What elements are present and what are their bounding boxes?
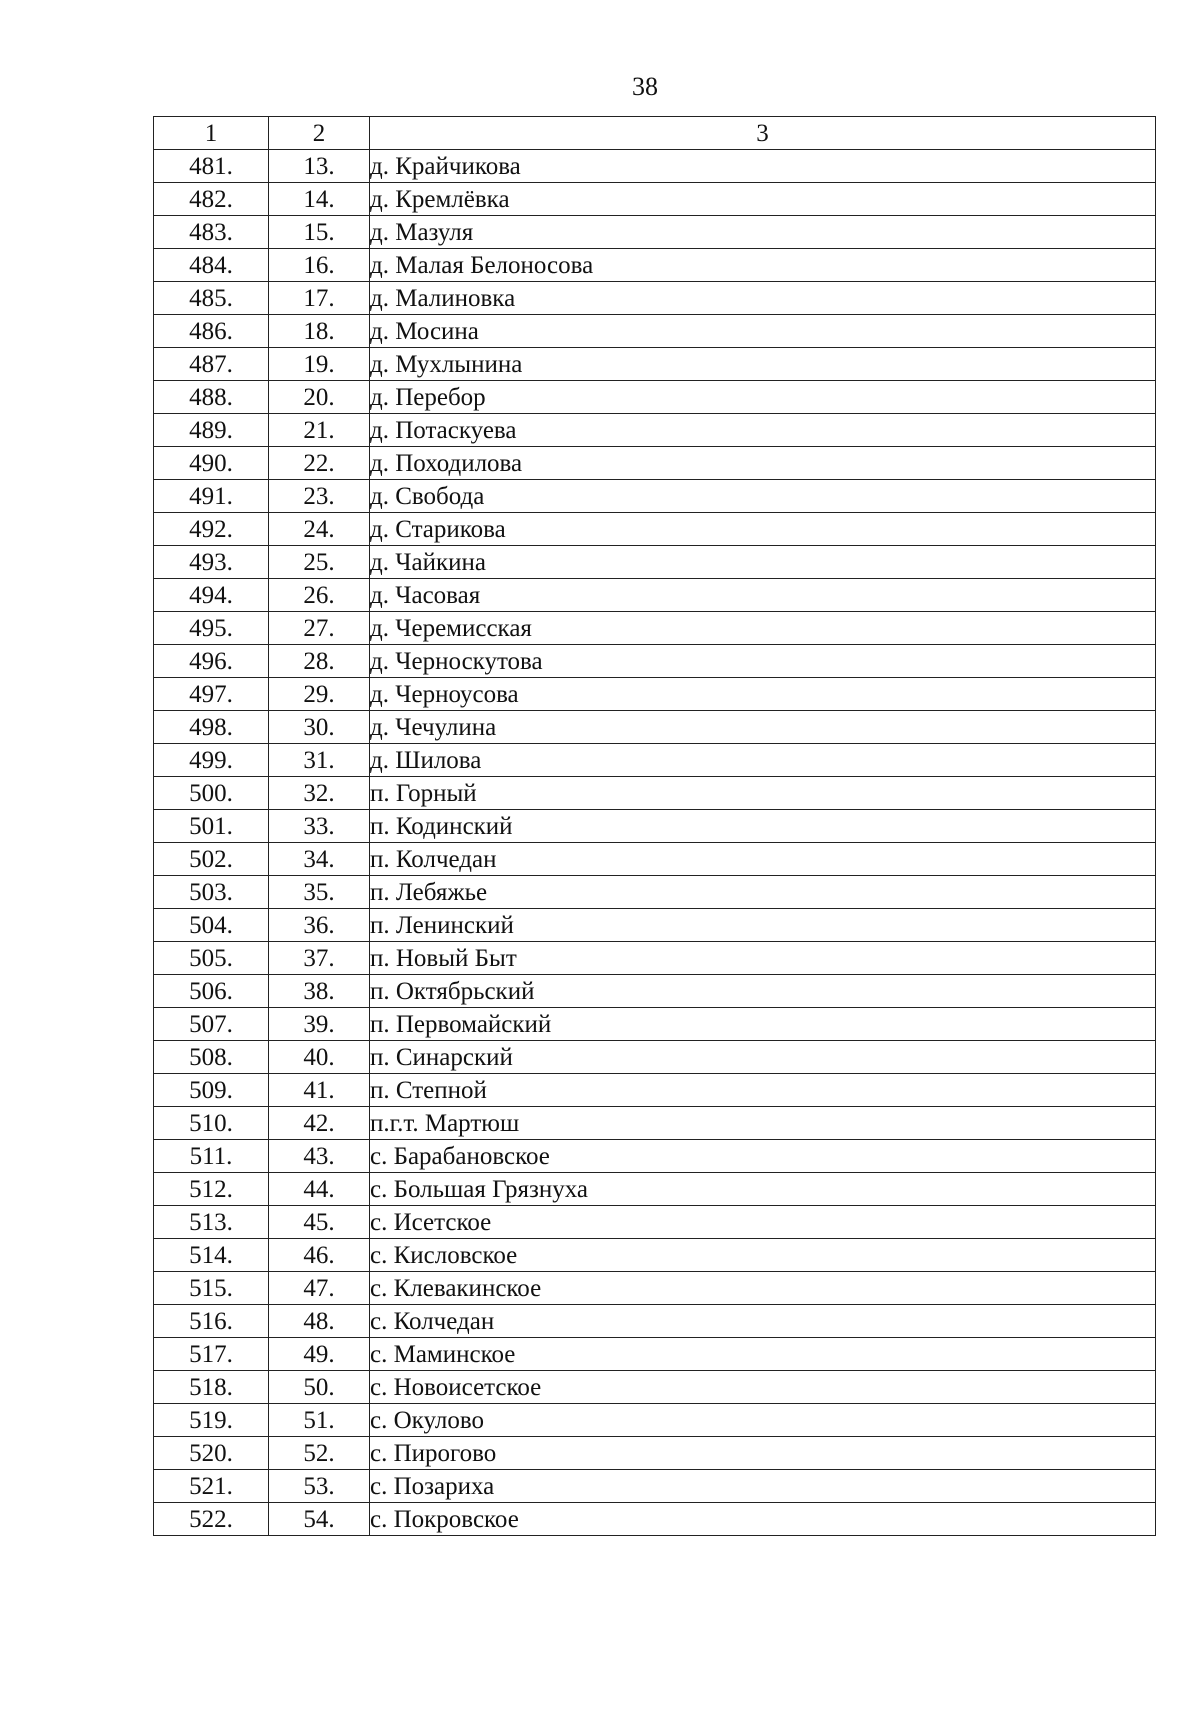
row-local-index: 23. <box>269 480 370 513</box>
row-local-index: 43. <box>269 1140 370 1173</box>
settlement-name: п.г.т. Мартюш <box>370 1107 1156 1140</box>
row-local-index: 24. <box>269 513 370 546</box>
row-index: 489. <box>154 414 269 447</box>
row-local-index: 36. <box>269 909 370 942</box>
settlement-name: д. Перебор <box>370 381 1156 414</box>
table-row <box>154 678 1156 711</box>
settlement-name: п. Ленинский <box>370 909 1156 942</box>
row-local-index: 19. <box>269 348 370 381</box>
row-index: 521. <box>154 1470 269 1503</box>
settlement-name: д. Крайчикова <box>370 150 1156 183</box>
row-local-index: 35. <box>269 876 370 909</box>
table-row <box>154 1437 1156 1470</box>
table-row <box>154 1041 1156 1074</box>
table-row <box>154 282 1156 315</box>
table-row <box>154 579 1156 612</box>
row-local-index: 41. <box>269 1074 370 1107</box>
row-index: 503. <box>154 876 269 909</box>
row-index: 486. <box>154 315 269 348</box>
settlement-name: п. Степной <box>370 1074 1156 1107</box>
table-row <box>154 150 1156 183</box>
table-row <box>154 1239 1156 1272</box>
row-index: 514. <box>154 1239 269 1272</box>
settlement-name: д. Черноусова <box>370 678 1156 711</box>
row-index: 495. <box>154 612 269 645</box>
settlement-name: с. Пирогово <box>370 1437 1156 1470</box>
settlement-name: д. Потаскуева <box>370 414 1156 447</box>
settlement-name: с. Большая Грязнуха <box>370 1173 1156 1206</box>
table-body <box>154 117 1156 1536</box>
row-local-index: 34. <box>269 843 370 876</box>
header-cell-2: 2 <box>269 117 370 150</box>
settlement-name: с. Позариха <box>370 1470 1156 1503</box>
row-local-index: 29. <box>269 678 370 711</box>
settlement-name: д. Походилова <box>370 447 1156 480</box>
settlement-name: п. Лебяжье <box>370 876 1156 909</box>
settlement-name: д. Мазуля <box>370 216 1156 249</box>
row-local-index: 45. <box>269 1206 370 1239</box>
table-row <box>154 1206 1156 1239</box>
table-row <box>154 1173 1156 1206</box>
row-local-index: 32. <box>269 777 370 810</box>
table-row <box>154 348 1156 381</box>
table-row <box>154 876 1156 909</box>
row-local-index: 37. <box>269 942 370 975</box>
settlement-name: п. Октябрьский <box>370 975 1156 1008</box>
settlement-name: п. Новый Быт <box>370 942 1156 975</box>
settlement-name: п. Горный <box>370 777 1156 810</box>
row-index: 500. <box>154 777 269 810</box>
row-index: 505. <box>154 942 269 975</box>
table-row <box>154 513 1156 546</box>
settlement-name: д. Малиновка <box>370 282 1156 315</box>
row-local-index: 42. <box>269 1107 370 1140</box>
table-row <box>154 645 1156 678</box>
settlement-name: д. Часовая <box>370 579 1156 612</box>
table-row <box>154 1074 1156 1107</box>
table-row <box>154 1503 1156 1536</box>
settlement-name: с. Маминское <box>370 1338 1156 1371</box>
table-row <box>154 315 1156 348</box>
header-cell-3: 3 <box>370 117 1156 150</box>
row-index: 491. <box>154 480 269 513</box>
table-header-row <box>154 117 1156 150</box>
table-row <box>154 183 1156 216</box>
row-index: 487. <box>154 348 269 381</box>
settlement-name: п. Колчедан <box>370 843 1156 876</box>
table-row <box>154 1404 1156 1437</box>
settlement-name: д. Мухлынина <box>370 348 1156 381</box>
row-index: 502. <box>154 843 269 876</box>
row-index: 497. <box>154 678 269 711</box>
row-index: 507. <box>154 1008 269 1041</box>
settlement-name: д. Черемисская <box>370 612 1156 645</box>
row-index: 492. <box>154 513 269 546</box>
settlement-name: с. Покровское <box>370 1503 1156 1536</box>
settlement-name: д. Мосина <box>370 315 1156 348</box>
table-row <box>154 777 1156 810</box>
page-number: 38 <box>632 72 658 101</box>
row-local-index: 17. <box>269 282 370 315</box>
row-index: 517. <box>154 1338 269 1371</box>
row-index: 498. <box>154 711 269 744</box>
table-row <box>154 810 1156 843</box>
row-index: 510. <box>154 1107 269 1140</box>
row-index: 488. <box>154 381 269 414</box>
table-row <box>154 381 1156 414</box>
table-row <box>154 1272 1156 1305</box>
settlement-name: п. Первомайский <box>370 1008 1156 1041</box>
row-local-index: 40. <box>269 1041 370 1074</box>
row-index: 508. <box>154 1041 269 1074</box>
row-index: 501. <box>154 810 269 843</box>
row-local-index: 28. <box>269 645 370 678</box>
row-local-index: 22. <box>269 447 370 480</box>
settlement-name: д. Черноскутова <box>370 645 1156 678</box>
table-row <box>154 744 1156 777</box>
row-local-index: 48. <box>269 1305 370 1338</box>
table-row <box>154 1008 1156 1041</box>
table-row <box>154 975 1156 1008</box>
row-local-index: 13. <box>269 150 370 183</box>
settlement-name: с. Клевакинское <box>370 1272 1156 1305</box>
settlement-name: д. Малая Белоносова <box>370 249 1156 282</box>
row-local-index: 38. <box>269 975 370 1008</box>
row-index: 493. <box>154 546 269 579</box>
settlements-table <box>153 116 1156 1536</box>
settlement-name: с. Колчедан <box>370 1305 1156 1338</box>
row-index: 481. <box>154 150 269 183</box>
row-index: 499. <box>154 744 269 777</box>
row-local-index: 50. <box>269 1371 370 1404</box>
settlement-name: п. Синарский <box>370 1041 1156 1074</box>
row-index: 519. <box>154 1404 269 1437</box>
table-row <box>154 843 1156 876</box>
settlement-name: с. Кисловское <box>370 1239 1156 1272</box>
row-local-index: 54. <box>269 1503 370 1536</box>
row-local-index: 15. <box>269 216 370 249</box>
row-local-index: 46. <box>269 1239 370 1272</box>
row-index: 490. <box>154 447 269 480</box>
row-local-index: 53. <box>269 1470 370 1503</box>
header-cell-1: 1 <box>154 117 269 150</box>
row-index: 506. <box>154 975 269 1008</box>
settlement-name: д. Свобода <box>370 480 1156 513</box>
row-local-index: 21. <box>269 414 370 447</box>
row-index: 483. <box>154 216 269 249</box>
row-local-index: 30. <box>269 711 370 744</box>
row-local-index: 26. <box>269 579 370 612</box>
row-index: 518. <box>154 1371 269 1404</box>
row-index: 504. <box>154 909 269 942</box>
row-index: 485. <box>154 282 269 315</box>
table-row <box>154 249 1156 282</box>
settlement-name: с. Исетское <box>370 1206 1156 1239</box>
row-index: 494. <box>154 579 269 612</box>
settlement-name: п. Кодинский <box>370 810 1156 843</box>
table-row <box>154 216 1156 249</box>
row-local-index: 27. <box>269 612 370 645</box>
settlement-name: с. Барабановское <box>370 1140 1156 1173</box>
row-local-index: 33. <box>269 810 370 843</box>
table-row <box>154 909 1156 942</box>
table-row <box>154 480 1156 513</box>
row-local-index: 47. <box>269 1272 370 1305</box>
row-index: 511. <box>154 1140 269 1173</box>
row-local-index: 25. <box>269 546 370 579</box>
table-row <box>154 546 1156 579</box>
table-row <box>154 1305 1156 1338</box>
row-index: 513. <box>154 1206 269 1239</box>
settlement-name: д. Чайкина <box>370 546 1156 579</box>
row-index: 515. <box>154 1272 269 1305</box>
table-row <box>154 447 1156 480</box>
row-local-index: 14. <box>269 183 370 216</box>
settlement-name: д. Шилова <box>370 744 1156 777</box>
row-index: 512. <box>154 1173 269 1206</box>
row-index: 496. <box>154 645 269 678</box>
table-row <box>154 1107 1156 1140</box>
table-row <box>154 711 1156 744</box>
row-local-index: 20. <box>269 381 370 414</box>
row-local-index: 16. <box>269 249 370 282</box>
table-row <box>154 1371 1156 1404</box>
row-local-index: 39. <box>269 1008 370 1041</box>
row-local-index: 52. <box>269 1437 370 1470</box>
settlement-name: с. Новоисетское <box>370 1371 1156 1404</box>
row-index: 482. <box>154 183 269 216</box>
row-index: 516. <box>154 1305 269 1338</box>
row-index: 520. <box>154 1437 269 1470</box>
row-local-index: 49. <box>269 1338 370 1371</box>
row-index: 509. <box>154 1074 269 1107</box>
row-local-index: 31. <box>269 744 370 777</box>
table-row <box>154 612 1156 645</box>
settlement-name: с. Окулово <box>370 1404 1156 1437</box>
settlement-name: д. Старикова <box>370 513 1156 546</box>
table-row <box>154 414 1156 447</box>
table-row <box>154 1140 1156 1173</box>
row-local-index: 51. <box>269 1404 370 1437</box>
table-row <box>154 1470 1156 1503</box>
row-local-index: 18. <box>269 315 370 348</box>
settlement-name: д. Чечулина <box>370 711 1156 744</box>
row-index: 484. <box>154 249 269 282</box>
table-row <box>154 942 1156 975</box>
settlement-name: д. Кремлёвка <box>370 183 1156 216</box>
row-index: 522. <box>154 1503 269 1536</box>
table-row <box>154 1338 1156 1371</box>
row-local-index: 44. <box>269 1173 370 1206</box>
